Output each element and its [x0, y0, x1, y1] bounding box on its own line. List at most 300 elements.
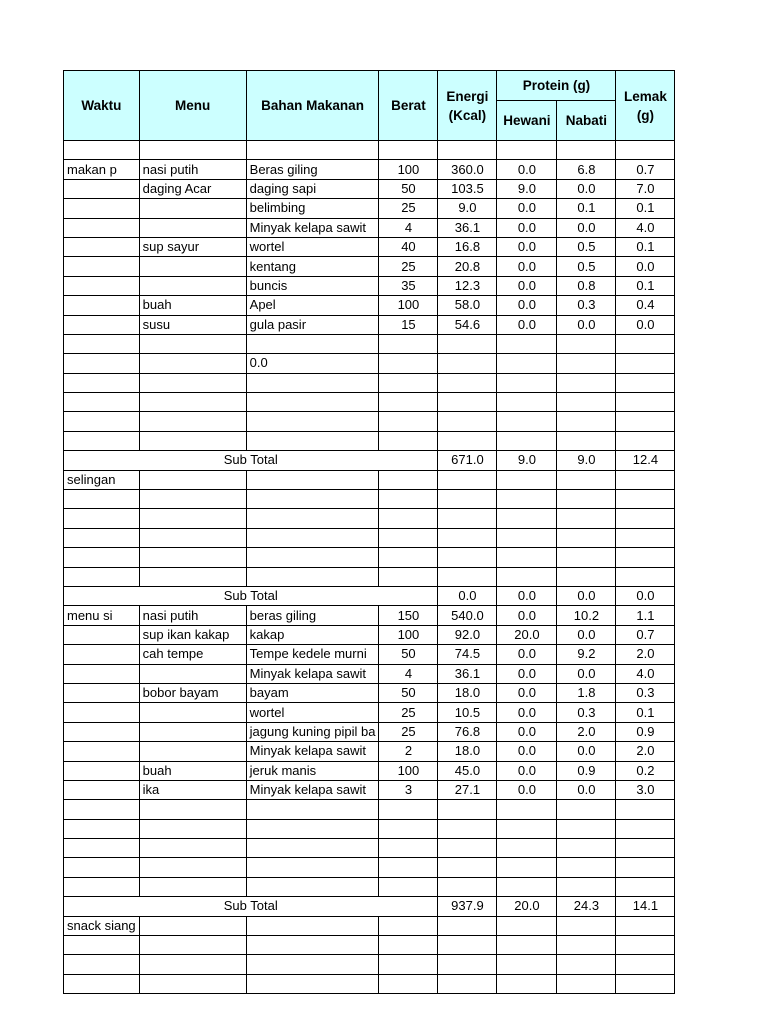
cell-lemak: 0.7 [616, 625, 675, 644]
cell-hewani: 0.0 [497, 606, 557, 625]
cell-bahan [246, 916, 379, 935]
cell-nabati: 0.0 [557, 780, 616, 799]
cell-nabati [557, 567, 616, 586]
cell-lemak: 1.1 [616, 606, 675, 625]
cell-lemak [616, 412, 675, 431]
cell-waktu [64, 645, 140, 664]
cell-nabati: 1.8 [557, 683, 616, 702]
cell-hewani: 0.0 [497, 683, 557, 702]
subtotal-energi: 671.0 [438, 451, 497, 470]
cell-nabati: 0.5 [557, 257, 616, 276]
cell-energi: 58.0 [438, 296, 497, 315]
cell-bahan [246, 877, 379, 896]
table-row [64, 974, 675, 993]
cell-energi: 54.6 [438, 315, 497, 334]
cell-energi: 27.1 [438, 780, 497, 799]
cell-hewani: 0.0 [497, 237, 557, 256]
subtotal-row [64, 897, 675, 916]
table-row [64, 955, 675, 974]
cell-nabati: 0.9 [557, 761, 616, 780]
cell-bahan: belimbing [246, 199, 379, 218]
section-label: snack siang [64, 916, 140, 935]
table-row [64, 645, 675, 664]
cell-menu [139, 334, 246, 353]
cell-hewani: 0.0 [497, 296, 557, 315]
subtotal-nabati: 24.3 [557, 897, 616, 916]
cell-bahan: wortel [246, 703, 379, 722]
table-row [64, 839, 675, 858]
cell-lemak [616, 819, 675, 838]
table-row [64, 528, 675, 547]
cell-waktu [64, 373, 140, 392]
cell-berat: 100 [379, 160, 438, 179]
cell-menu: ika [139, 780, 246, 799]
cell-bahan: wortel [246, 237, 379, 256]
subtotal-lemak: 12.4 [616, 451, 675, 470]
cell-menu [139, 393, 246, 412]
table-row [64, 800, 675, 819]
cell-berat: 40 [379, 237, 438, 256]
cell-berat: 25 [379, 722, 438, 741]
gap-cell [64, 141, 140, 160]
cell-hewani: 0.0 [497, 761, 557, 780]
cell-energi: 45.0 [438, 761, 497, 780]
cell-menu [139, 974, 246, 993]
cell-lemak [616, 431, 675, 450]
table-row [64, 237, 675, 256]
cell-nabati: 0.0 [557, 179, 616, 198]
gap-cell [557, 141, 616, 160]
cell-menu [139, 257, 246, 276]
cell-energi: 103.5 [438, 179, 497, 198]
cell-bahan [246, 528, 379, 547]
cell-hewani [497, 839, 557, 858]
table-row [64, 296, 675, 315]
gap-cell [246, 141, 379, 160]
cell-lemak [616, 373, 675, 392]
cell-nabati: 0.3 [557, 296, 616, 315]
table-row [64, 936, 675, 955]
cell-waktu [64, 315, 140, 334]
cell-berat [379, 528, 438, 547]
table-row [64, 742, 675, 761]
cell-berat: 35 [379, 276, 438, 295]
cell-lemak: 0.1 [616, 199, 675, 218]
gap-cell [438, 141, 497, 160]
cell-energi [438, 800, 497, 819]
cell-menu [139, 218, 246, 237]
cell-berat: 100 [379, 296, 438, 315]
cell-berat [379, 393, 438, 412]
cell-menu: cah tempe [139, 645, 246, 664]
cell-bahan [246, 819, 379, 838]
cell-nabati [557, 877, 616, 896]
cell-menu [139, 470, 246, 489]
cell-waktu [64, 296, 140, 315]
cell-energi: 20.8 [438, 257, 497, 276]
cell-menu [139, 916, 246, 935]
cell-bahan: jeruk manis [246, 761, 379, 780]
cell-nabati [557, 528, 616, 547]
cell-lemak: 0.4 [616, 296, 675, 315]
table-row [64, 276, 675, 295]
cell-menu [139, 664, 246, 683]
cell-nabati: 6.8 [557, 160, 616, 179]
subtotal-hewani: 20.0 [497, 897, 557, 916]
subtotal-lemak: 14.1 [616, 897, 675, 916]
cell-waktu [64, 354, 140, 373]
cell-berat [379, 354, 438, 373]
cell-bahan [246, 974, 379, 993]
cell-hewani [497, 412, 557, 431]
cell-nabati: 0.0 [557, 625, 616, 644]
cell-bahan: jagung kuning pipil ba [246, 722, 379, 741]
cell-waktu [64, 780, 140, 799]
cell-bahan: buncis [246, 276, 379, 295]
cell-energi [438, 490, 497, 509]
cell-bahan: gula pasir [246, 315, 379, 334]
cell-berat [379, 470, 438, 489]
cell-lemak: 0.1 [616, 703, 675, 722]
cell-berat [379, 431, 438, 450]
cell-energi: 12.3 [438, 276, 497, 295]
header-energi-line2: (Kcal) [448, 107, 487, 123]
header-energi [438, 71, 497, 141]
cell-hewani [497, 334, 557, 353]
cell-hewani [497, 354, 557, 373]
cell-energi: 18.0 [438, 742, 497, 761]
cell-lemak: 0.1 [616, 276, 675, 295]
cell-menu [139, 819, 246, 838]
table-row [64, 858, 675, 877]
section-label-row [64, 470, 675, 489]
cell-nabati [557, 509, 616, 528]
header-berat: Berat [379, 71, 438, 141]
cell-energi [438, 974, 497, 993]
cell-bahan: daging sapi [246, 179, 379, 198]
cell-nabati: 0.1 [557, 199, 616, 218]
cell-menu: nasi putih [139, 606, 246, 625]
cell-waktu [64, 858, 140, 877]
cell-nabati [557, 936, 616, 955]
cell-berat: 25 [379, 257, 438, 276]
cell-nabati: 0.0 [557, 315, 616, 334]
table-row [64, 373, 675, 392]
header-bahan: Bahan Makanan [246, 71, 379, 141]
cell-nabati [557, 470, 616, 489]
cell-energi [438, 858, 497, 877]
table-row [64, 431, 675, 450]
cell-berat [379, 936, 438, 955]
cell-lemak: 0.3 [616, 683, 675, 702]
subtotal-lemak: 0.0 [616, 586, 675, 605]
cell-menu [139, 199, 246, 218]
header-nabati: Nabati [557, 101, 616, 141]
cell-hewani [497, 877, 557, 896]
cell-hewani: 0.0 [497, 160, 557, 179]
cell-energi [438, 916, 497, 935]
cell-bahan [246, 509, 379, 528]
table-row [64, 412, 675, 431]
cell-berat: 2 [379, 742, 438, 761]
cell-energi [438, 470, 497, 489]
cell-nabati [557, 955, 616, 974]
cell-menu: sup sayur [139, 237, 246, 256]
cell-menu [139, 548, 246, 567]
cell-hewani [497, 548, 557, 567]
cell-lemak [616, 509, 675, 528]
header-waktu: Waktu [64, 71, 140, 141]
cell-berat: 50 [379, 645, 438, 664]
section-label: makan p [64, 160, 140, 179]
cell-bahan [246, 548, 379, 567]
cell-hewani [497, 431, 557, 450]
cell-menu [139, 839, 246, 858]
cell-waktu [64, 936, 140, 955]
cell-berat: 150 [379, 606, 438, 625]
cell-hewani [497, 936, 557, 955]
cell-nabati: 0.0 [557, 742, 616, 761]
cell-lemak: 2.0 [616, 742, 675, 761]
cell-waktu [64, 412, 140, 431]
cell-lemak [616, 490, 675, 509]
cell-lemak [616, 839, 675, 858]
cell-lemak: 0.1 [616, 237, 675, 256]
subtotal-energi: 937.9 [438, 897, 497, 916]
cell-menu: sup ikan kakap [139, 625, 246, 644]
cell-nabati [557, 548, 616, 567]
cell-waktu [64, 218, 140, 237]
cell-berat [379, 800, 438, 819]
table-row [64, 334, 675, 353]
cell-nabati [557, 819, 616, 838]
cell-waktu [64, 683, 140, 702]
cell-bahan [246, 858, 379, 877]
table-row [64, 257, 675, 276]
cell-bahan: Minyak kelapa sawit [246, 780, 379, 799]
cell-bahan: Tempe kedele murni [246, 645, 379, 664]
cell-bahan [246, 567, 379, 586]
cell-hewani: 0.0 [497, 742, 557, 761]
cell-berat [379, 916, 438, 935]
cell-hewani [497, 916, 557, 935]
cell-bahan [246, 334, 379, 353]
cell-waktu [64, 819, 140, 838]
cell-nabati [557, 800, 616, 819]
table-header [64, 71, 675, 141]
cell-lemak: 4.0 [616, 664, 675, 683]
cell-nabati [557, 412, 616, 431]
gap-cell [497, 141, 557, 160]
cell-hewani [497, 373, 557, 392]
cell-hewani [497, 490, 557, 509]
cell-lemak [616, 974, 675, 993]
cell-energi: 74.5 [438, 645, 497, 664]
cell-energi [438, 412, 497, 431]
cell-waktu [64, 490, 140, 509]
cell-waktu [64, 955, 140, 974]
cell-bahan [246, 955, 379, 974]
gap-cell [379, 141, 438, 160]
cell-hewani: 20.0 [497, 625, 557, 644]
table-row [64, 548, 675, 567]
header-menu: Menu [139, 71, 246, 141]
cell-berat [379, 334, 438, 353]
cell-bahan [246, 490, 379, 509]
cell-menu [139, 800, 246, 819]
cell-nabati [557, 431, 616, 450]
cell-menu: buah [139, 761, 246, 780]
cell-waktu [64, 839, 140, 858]
cell-waktu [64, 334, 140, 353]
cell-hewani [497, 393, 557, 412]
table-row [64, 315, 675, 334]
table-row [64, 664, 675, 683]
cell-nabati: 2.0 [557, 722, 616, 741]
cell-waktu [64, 625, 140, 644]
cell-waktu [64, 722, 140, 741]
cell-lemak: 3.0 [616, 780, 675, 799]
cell-bahan: 0.0 [246, 354, 379, 373]
cell-lemak: 7.0 [616, 179, 675, 198]
header-energi-line1: Energi [446, 88, 489, 104]
cell-energi [438, 393, 497, 412]
cell-berat: 100 [379, 625, 438, 644]
cell-energi [438, 839, 497, 858]
subtotal-label: Sub Total [64, 897, 438, 916]
cell-berat: 50 [379, 179, 438, 198]
cell-menu: buah [139, 296, 246, 315]
cell-menu [139, 722, 246, 741]
cell-lemak [616, 393, 675, 412]
cell-lemak [616, 334, 675, 353]
cell-menu [139, 373, 246, 392]
cell-bahan [246, 839, 379, 858]
cell-lemak [616, 548, 675, 567]
cell-waktu [64, 431, 140, 450]
cell-berat [379, 490, 438, 509]
cell-bahan: Apel [246, 296, 379, 315]
cell-berat [379, 877, 438, 896]
cell-nabati [557, 490, 616, 509]
cell-hewani: 9.0 [497, 179, 557, 198]
cell-nabati [557, 974, 616, 993]
subtotal-nabati: 9.0 [557, 451, 616, 470]
table-body [64, 141, 675, 994]
section-label: menu si [64, 606, 140, 625]
cell-energi: 16.8 [438, 237, 497, 256]
cell-menu [139, 276, 246, 295]
subtotal-row [64, 586, 675, 605]
cell-berat: 25 [379, 703, 438, 722]
cell-berat: 15 [379, 315, 438, 334]
cell-nabati [557, 858, 616, 877]
cell-menu [139, 490, 246, 509]
cell-energi: 360.0 [438, 160, 497, 179]
cell-lemak: 4.0 [616, 218, 675, 237]
cell-menu: nasi putih [139, 160, 246, 179]
cell-berat: 100 [379, 761, 438, 780]
table-row [64, 877, 675, 896]
cell-menu [139, 412, 246, 431]
table-row [64, 780, 675, 799]
cell-berat [379, 955, 438, 974]
cell-hewani [497, 955, 557, 974]
table-row [64, 354, 675, 373]
cell-lemak: 0.0 [616, 315, 675, 334]
cell-menu [139, 936, 246, 955]
cell-bahan: Minyak kelapa sawit [246, 742, 379, 761]
header-lemak-line1: Lemak [624, 88, 667, 104]
cell-hewani: 0.0 [497, 722, 557, 741]
cell-waktu [64, 179, 140, 198]
table-row [64, 567, 675, 586]
cell-nabati: 0.5 [557, 237, 616, 256]
table-row [64, 761, 675, 780]
cell-energi [438, 548, 497, 567]
cell-lemak [616, 354, 675, 373]
cell-bahan: bayam [246, 683, 379, 702]
cell-bahan: beras giling [246, 606, 379, 625]
cell-energi: 92.0 [438, 625, 497, 644]
cell-energi [438, 936, 497, 955]
cell-bahan [246, 373, 379, 392]
cell-menu [139, 431, 246, 450]
cell-energi: 76.8 [438, 722, 497, 741]
cell-hewani [497, 567, 557, 586]
table-row [64, 703, 675, 722]
cell-berat: 4 [379, 664, 438, 683]
cell-berat: 50 [379, 683, 438, 702]
cell-energi [438, 819, 497, 838]
cell-lemak [616, 528, 675, 547]
cell-berat [379, 412, 438, 431]
cell-hewani [497, 974, 557, 993]
cell-lemak: 0.0 [616, 257, 675, 276]
cell-hewani [497, 528, 557, 547]
subtotal-label: Sub Total [64, 586, 438, 605]
table-row [64, 218, 675, 237]
cell-waktu [64, 257, 140, 276]
cell-energi: 36.1 [438, 664, 497, 683]
cell-hewani: 0.0 [497, 645, 557, 664]
cell-energi [438, 877, 497, 896]
cell-bahan [246, 412, 379, 431]
table-row [64, 819, 675, 838]
cell-waktu [64, 393, 140, 412]
cell-waktu [64, 528, 140, 547]
cell-berat [379, 819, 438, 838]
cell-berat: 4 [379, 218, 438, 237]
cell-menu [139, 509, 246, 528]
cell-nabati [557, 393, 616, 412]
subtotal-hewani: 0.0 [497, 586, 557, 605]
cell-berat [379, 974, 438, 993]
table-row [64, 490, 675, 509]
subtotal-nabati: 0.0 [557, 586, 616, 605]
cell-lemak [616, 567, 675, 586]
cell-waktu [64, 664, 140, 683]
cell-bahan: Minyak kelapa sawit [246, 218, 379, 237]
section-label-row [64, 160, 675, 179]
cell-lemak [616, 916, 675, 935]
cell-nabati [557, 916, 616, 935]
cell-waktu [64, 703, 140, 722]
cell-nabati: 0.0 [557, 664, 616, 683]
cell-energi [438, 334, 497, 353]
table-row [64, 625, 675, 644]
cell-energi [438, 431, 497, 450]
